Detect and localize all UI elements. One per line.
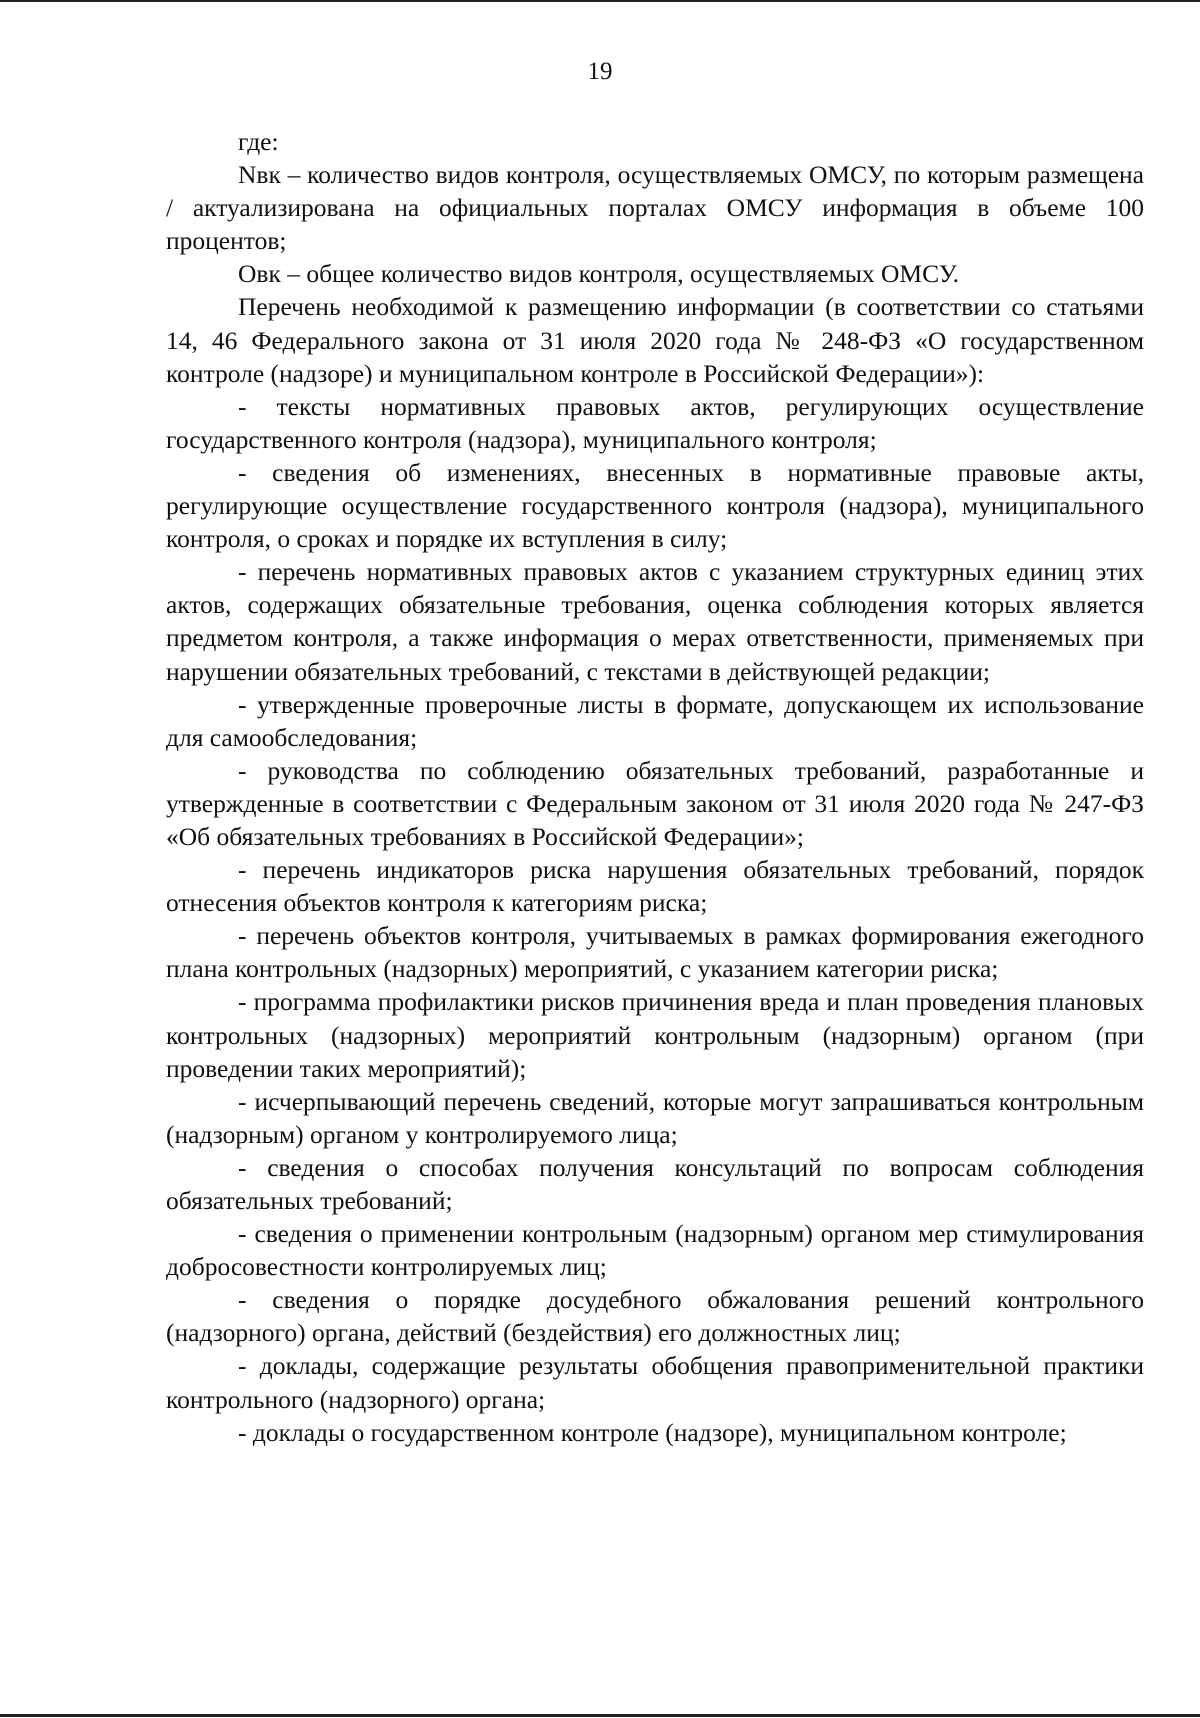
list-item: - перечень индикаторов риска нарушения обязательных требований, порядок отнесения объектов контроля к категориям риска; [166,855,1144,918]
page-number: 19 [587,58,613,85]
list-item: - сведения о способах получения консультаций по вопросам соблюдения обязательных требований; [166,1152,1144,1215]
list-item: - исчерпывающий перечень сведений, которые могут запрашиваться контрольным (надзорным) органом у контролируемого лица; [166,1086,1144,1149]
document-body [166,125,1144,1449]
paragraph-nvk-definition: Nвк – количество видов контроля, осуществляемых ОМСУ, по которым размещена / актуализирована на официальных порталах ОМСУ информация в объеме 100 процентов; [166,160,1144,256]
paragraph-info-list-intro: Перечень необходимой к размещению информации (в соответствии со статьями 14, 46 Федерального закона от 31 июля 2020 года № 248-ФЗ «О государственном контроле (надзоре) и муниципальном контроле в Российской Федерации»): [166,292,1144,388]
scan-edge-top [0,0,1200,2]
list-item: - утвержденные проверочные листы в формате, допускающем их использование для самообследования; [166,689,1144,752]
paragraph-ovk-definition: Овк – общее количество видов контроля, осуществляемых ОМСУ. [238,259,960,289]
scan-edge-bottom [0,1714,1200,1717]
list-item: - руководства по соблюдению обязательных требований, разработанные и утвержденные в соответствии с Федеральным законом от 31 июля 2020 года № 247-ФЗ «Об обязательных требованиях в Российской Федерации»; [166,755,1144,851]
list-item: - перечень объектов контроля, учитываемых в рамках формирования ежегодного плана контрольных (надзорных) мероприятий, с указанием категории риска; [166,921,1144,984]
list-item: - сведения о порядке досудебного обжалования решений контрольного (надзорного) органа, действий (бездействия) его должностных лиц; [166,1285,1144,1348]
list-item: - программа профилактики рисков причинения вреда и план проведения плановых контрольных (надзорных) мероприятий контрольным (надзорным) органом (при проведении таких мероприятий); [166,987,1144,1083]
list-item: - доклады о государственном контроле (надзоре), муниципальном контроле; [238,1417,1067,1447]
list-item: - перечень нормативных правовых актов с указанием структурных единиц этих актов, содержащих обязательные требования, оценка соблюдения которых является предметом контроля, а также информация о мерах ответственности, применяемых при нарушении обязательных требований, с текстами в действующей редакции; [166,557,1144,686]
list-item: - сведения об изменениях, внесенных в нормативные правовые акты, регулирующие осуществление государственного контроля (надзора), муниципального контроля, о сроках и порядке их вступления в силу; [166,457,1144,554]
paragraph-where: где: [238,127,279,156]
list-item: - тексты нормативных правовых актов, регулирующих осуществление государственного контроля (надзора), муниципального контроля; [166,391,1144,454]
list-item: - доклады, содержащие результаты обобщения правоприменительной практики контрольного (надзорного) органа; [166,1351,1144,1414]
list-item: - сведения о применении контрольным (надзорным) органом мер стимулирования добросовестности контролируемых лиц; [166,1219,1144,1282]
